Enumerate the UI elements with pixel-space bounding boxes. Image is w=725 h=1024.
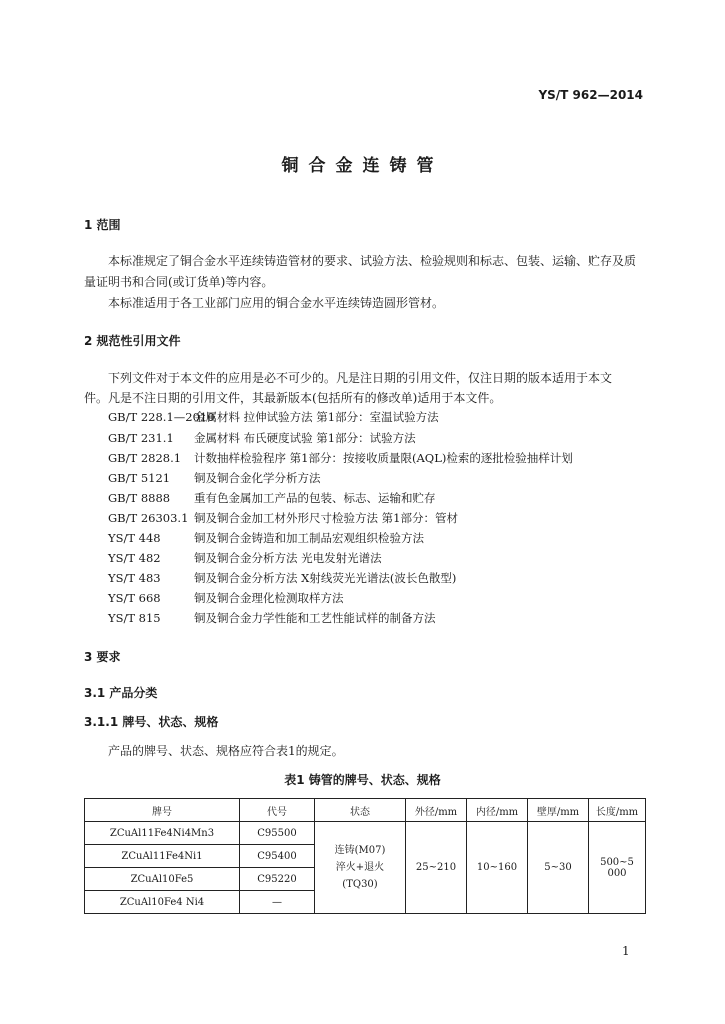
header-inner-diameter: 内径/mm (467, 799, 528, 822)
reference-item (108, 610, 436, 626)
reference-code: YS/T 448 (108, 531, 161, 545)
reference-code: GB/T 231.1 (108, 431, 174, 445)
state-line-2: 淬火+退火 (335, 862, 385, 873)
cell-outer-diameter: 25~210 (406, 822, 467, 914)
reference-title: 铜及铜合金理化检测取样方法 (194, 591, 344, 605)
section-1-para1-line2: 量证明书和合同(或订货单)等内容。 (84, 275, 274, 289)
reference-title: 铜及铜合金化学分析方法 (194, 471, 321, 485)
cell-grade: ZCuAl10Fe5 (85, 868, 240, 891)
reference-item (108, 510, 458, 526)
cell-grade: ZCuAl10Fe4 Ni4 (85, 891, 240, 914)
section-3-para: 产品的牌号、状态、规格应符合表1的规定。 (108, 744, 344, 758)
reference-item (108, 550, 382, 566)
section-3-1-heading: 3.1 产品分类 (84, 686, 158, 700)
cell-code: — (240, 891, 315, 914)
header-grade: 牌号 (85, 799, 240, 822)
table-row (85, 822, 646, 845)
reference-title: 铜及铜合金分析方法 光电发射光谱法 (194, 551, 382, 565)
state-line-1: 连铸(M07) (334, 845, 386, 856)
reference-title: 重有色金属加工产品的包装、标志、运输和贮存 (194, 491, 436, 505)
header-code: 代号 (240, 799, 315, 822)
reference-item (108, 490, 436, 506)
cell-wall-thickness: 5~30 (528, 822, 589, 914)
section-2-heading: 2 规范性引用文件 (84, 334, 181, 348)
reference-code: GB/T 5121 (108, 471, 171, 485)
cell-code: C95400 (240, 845, 315, 868)
reference-code: GB/T 228.1—2010 (108, 410, 215, 424)
reference-title: 金属材料 拉伸试验方法 第1部分：室温试验方法 (194, 410, 439, 424)
cell-grade: ZCuAl11Fe4Ni4Mn3 (85, 822, 240, 845)
cell-length: 500~5 000 (589, 822, 646, 914)
cell-code: C95220 (240, 868, 315, 891)
spec-table (84, 798, 646, 914)
section-3-1-1-heading: 3.1.1 牌号、状态、规格 (84, 715, 219, 729)
state-line-3: (TQ30) (342, 879, 378, 890)
section-1-para2: 本标准适用于各工业部门应用的铜合金水平连续铸造圆形管材。 (108, 296, 445, 310)
section-1-para1-line1: 本标准规定了铜合金水平连续铸造管材的要求、试验方法、检验规则和标志、包装、运输、贮存及质 (108, 254, 637, 268)
reference-code: GB/T 2828.1 (108, 451, 182, 465)
reference-item (108, 409, 439, 425)
reference-code: YS/T 815 (108, 611, 161, 625)
reference-title: 铜及铜合金力学性能和工艺性能试样的制备方法 (194, 611, 436, 625)
reference-item (108, 470, 321, 486)
reference-code: YS/T 482 (108, 551, 161, 565)
reference-code: YS/T 483 (108, 571, 161, 585)
header-length: 长度/mm (589, 799, 646, 822)
reference-item (108, 450, 573, 466)
reference-item (108, 430, 416, 446)
header-state: 状态 (315, 799, 406, 822)
reference-title: 铜及铜合金铸造和加工制品宏观组织检验方法 (194, 531, 424, 545)
section-3-heading: 3 要求 (84, 650, 121, 664)
page-number: 1 (622, 944, 630, 958)
reference-title: 金属材料 布氏硬度试验 第1部分：试验方法 (194, 431, 416, 445)
standard-number: YS/T 962—2014 (538, 88, 643, 102)
reference-title: 计数抽样检验程序 第1部分：按接收质量限(AQL)检索的逐批检验抽样计划 (194, 451, 573, 465)
cell-code: C95500 (240, 822, 315, 845)
reference-item (108, 570, 456, 586)
reference-title: 铜及铜合金加工材外形尺寸检验方法 第1部分：管材 (194, 511, 458, 525)
section-1-heading: 1 范围 (84, 218, 121, 232)
cell-inner-diameter: 10~160 (467, 822, 528, 914)
section-2-intro-line1: 下列文件对于本文件的应用是必不可少的。凡是注日期的引用文件，仅注日期的版本适用于本文 (108, 371, 613, 385)
reference-code: GB/T 8888 (108, 491, 171, 505)
cell-grade: ZCuAl11Fe4Ni1 (85, 845, 240, 868)
reference-code: GB/T 26303.1 (108, 511, 189, 525)
cell-state (315, 822, 406, 914)
reference-item (108, 590, 344, 606)
reference-title: 铜及铜合金分析方法 X射线荧光光谱法(波长色散型) (194, 571, 457, 585)
document-title: 铜合金连铸管 (281, 156, 444, 176)
table-header-row (85, 799, 646, 822)
reference-item (108, 530, 424, 546)
table-caption: 表1 铸管的牌号、状态、规格 (284, 773, 441, 787)
header-outer-diameter: 外径/mm (406, 799, 467, 822)
header-wall-thickness: 壁厚/mm (528, 799, 589, 822)
reference-code: YS/T 668 (108, 591, 161, 605)
section-2-intro-line2: 件。凡是不注日期的引用文件，其最新版本(包括所有的修改单)适用于本文件。 (84, 391, 502, 405)
